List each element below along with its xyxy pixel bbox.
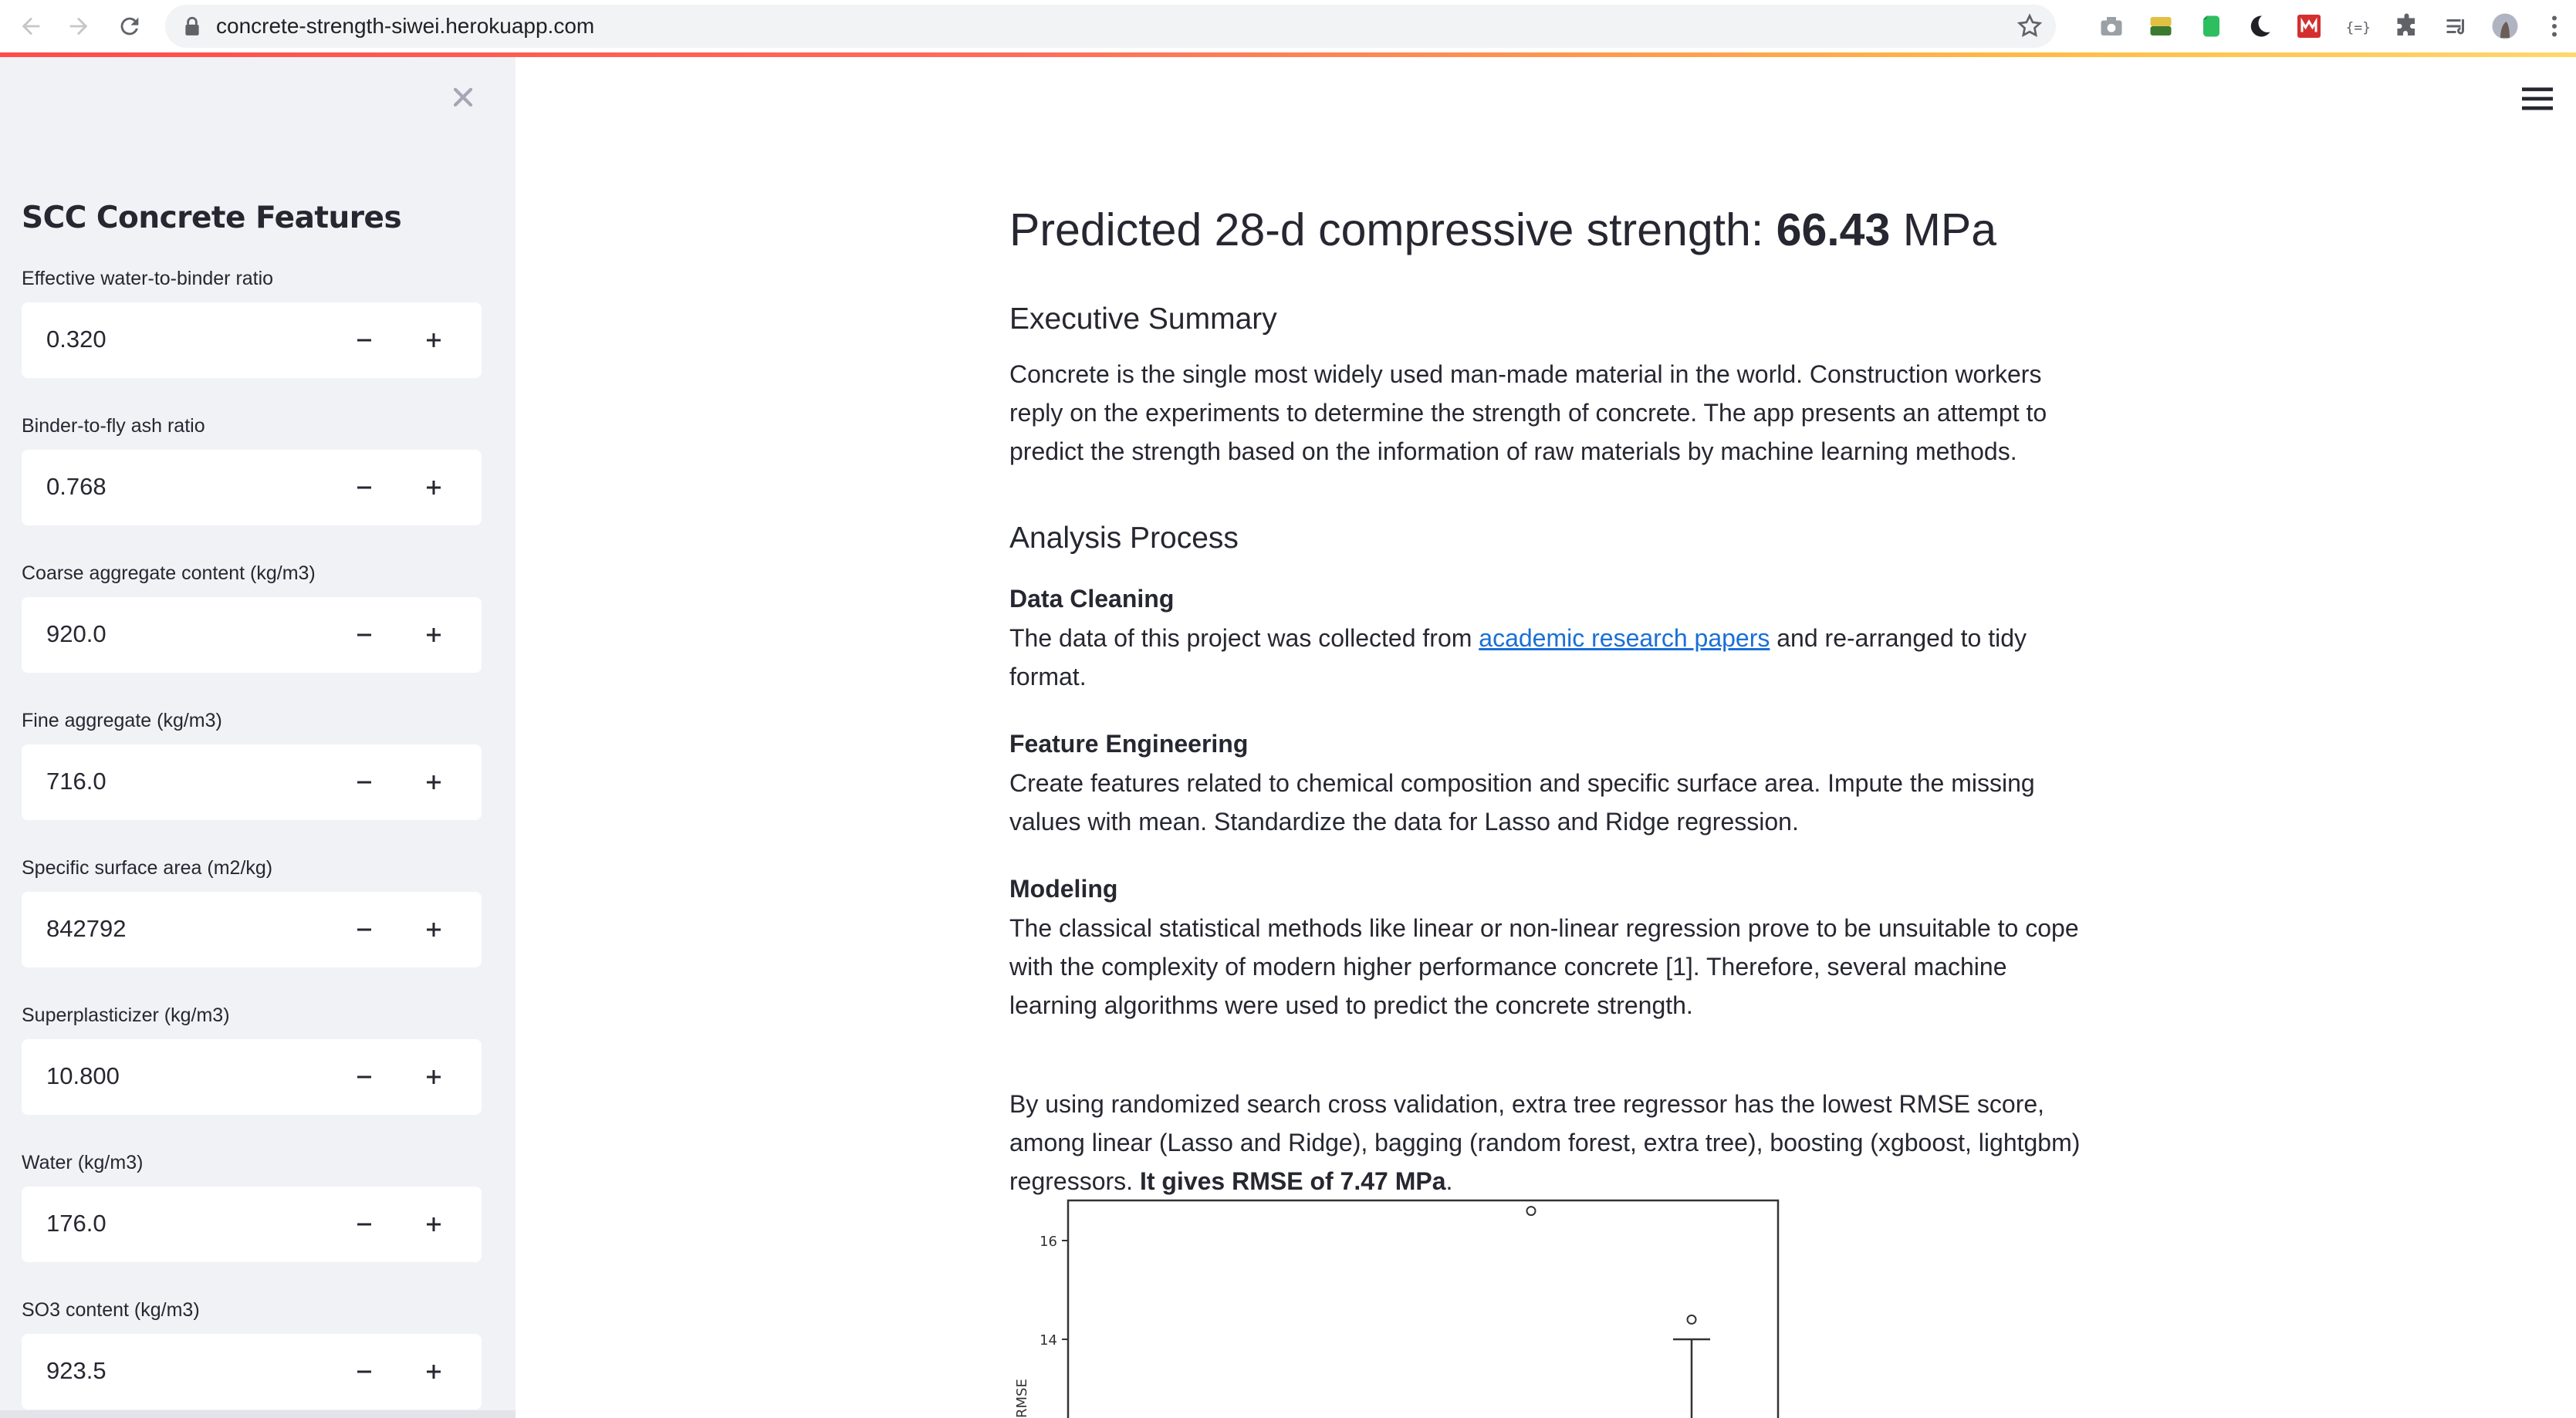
minus-icon	[355, 1068, 374, 1086]
field-label: Water (kg/m3)	[22, 1152, 144, 1173]
minus-icon	[355, 626, 374, 644]
number-input[interactable]	[22, 744, 482, 820]
address-bar[interactable]	[165, 5, 2056, 48]
field-label: Specific surface area (m2/kg)	[22, 857, 273, 879]
increment-button[interactable]	[400, 450, 468, 525]
prediction-heading	[1009, 204, 1996, 256]
feature-engineering-heading: Feature Engineering	[1009, 730, 1249, 758]
browser-chrome	[0, 0, 2576, 52]
field-label: Coarse aggregate content (kg/m3)	[22, 562, 316, 584]
plus-icon	[424, 626, 443, 644]
field-label: SO3 content (kg/m3)	[22, 1299, 200, 1321]
plus-icon	[424, 773, 443, 792]
minus-icon	[355, 773, 374, 792]
decrement-button[interactable]	[330, 892, 398, 967]
executive-summary-text: Concrete is the single most widely used man-made material in the world. Construction workers reply on the experiments to determine the strength of concrete. The app presents an attempt to predict the strength based on the information of raw materials by machine learning methods.	[1009, 360, 2047, 465]
modeling-heading: Modeling	[1009, 875, 1118, 903]
plus-icon	[424, 1068, 443, 1086]
close-icon	[451, 86, 475, 109]
plus-icon	[424, 920, 443, 939]
number-input[interactable]	[22, 450, 482, 525]
field-label: Binder-to-fly ash ratio	[22, 415, 205, 437]
prediction-value: 66.43	[1776, 204, 1891, 255]
prediction-unit: MPa	[1890, 204, 1997, 255]
dark-mode-icon[interactable]	[2244, 11, 2275, 42]
hamburger-menu-icon[interactable]	[2520, 83, 2554, 114]
increment-button[interactable]	[400, 1039, 468, 1115]
star-icon[interactable]	[2016, 12, 2044, 40]
field-label: Effective water-to-binder ratio	[22, 268, 274, 289]
number-input-field	[22, 1150, 482, 1262]
decrement-button[interactable]	[330, 1039, 398, 1115]
number-input[interactable]	[22, 892, 482, 967]
rmse-paragraph	[1009, 1085, 2090, 1200]
sidebar	[0, 57, 516, 1418]
modeling-text: The classical statistical methods like linear or non-linear regression prove to be unsuitable to cope with the complexity of modern higher performance concrete [1]. Therefore, several machine learning algorithms were used to predict the concrete strength.	[1009, 914, 2079, 1019]
number-input[interactable]	[22, 1334, 482, 1410]
feature-engineering-text: Create features related to chemical composition and specific surface area. Impute the missing values with mean. Standardize the data for Lasso and Ridge regression.	[1009, 769, 2035, 836]
red-extension-icon[interactable]	[2294, 11, 2324, 42]
number-input-value[interactable]: 10.800	[46, 1062, 120, 1089]
puzzle-icon[interactable]	[2392, 11, 2423, 42]
number-input-value[interactable]: 0.768	[46, 473, 106, 500]
minus-icon	[355, 1362, 374, 1381]
json-icon[interactable]	[2343, 11, 2374, 42]
academic-papers-link[interactable]: academic research papers	[1479, 624, 1770, 652]
number-input-field	[22, 265, 482, 378]
url-text[interactable]: concrete-strength-siwei.herokuapp.com	[216, 14, 595, 38]
forward-icon[interactable]	[60, 8, 97, 45]
increment-button[interactable]	[400, 1187, 468, 1262]
close-sidebar-button[interactable]	[446, 80, 480, 114]
field-label: Superplasticizer (kg/m3)	[22, 1004, 230, 1026]
evernote-icon[interactable]	[2195, 11, 2226, 42]
data-cleaning-text	[1009, 619, 2090, 696]
data-cleaning-text-start: The data of this project was collected from	[1009, 624, 1479, 652]
increment-button[interactable]	[400, 597, 468, 673]
minus-icon	[355, 331, 374, 349]
decrement-button[interactable]	[330, 450, 398, 525]
number-input[interactable]	[22, 302, 482, 378]
number-input-value[interactable]: 716.0	[46, 768, 106, 795]
camera-icon[interactable]	[2096, 11, 2127, 42]
decrement-button[interactable]	[330, 1334, 398, 1410]
y-tick-label: 16	[1040, 1234, 1057, 1250]
number-input-field	[22, 855, 482, 967]
number-input-field	[22, 413, 482, 525]
number-input-value[interactable]: 923.5	[46, 1357, 106, 1384]
decrement-button[interactable]	[330, 302, 398, 378]
number-input-field	[22, 1297, 482, 1410]
minus-icon	[355, 478, 374, 497]
decrement-button[interactable]	[330, 744, 398, 820]
number-input[interactable]	[22, 1039, 482, 1115]
media-icon[interactable]	[2442, 11, 2473, 42]
number-input-field	[22, 560, 482, 673]
rmse-bold-text: It gives RMSE of 7.47 MPa	[1139, 1167, 1446, 1195]
number-input-value[interactable]: 920.0	[46, 620, 106, 647]
back-icon[interactable]	[12, 8, 49, 45]
prediction-prefix: Predicted 28-d compressive strength:	[1009, 204, 1776, 255]
avatar[interactable]	[2490, 11, 2520, 42]
data-cleaning-heading: Data Cleaning	[1009, 585, 1175, 613]
sidebar-title: SCC Concrete Features	[22, 201, 402, 235]
data-cleaning-text-end: and re-arranged to tidy format.	[1009, 624, 2027, 690]
svg-text:{=}: {=}	[2345, 19, 2371, 36]
plus-icon	[424, 1215, 443, 1234]
decrement-button[interactable]	[330, 597, 398, 673]
executive-summary-heading: Executive Summary	[1009, 302, 1277, 336]
number-input[interactable]	[22, 1187, 482, 1262]
increment-button[interactable]	[400, 892, 468, 967]
increment-button[interactable]	[400, 744, 468, 820]
minus-icon	[355, 1215, 374, 1234]
increment-button[interactable]	[400, 302, 468, 378]
extension-icon[interactable]	[2145, 11, 2176, 42]
plus-icon	[424, 478, 443, 497]
rmse-text: By using randomized search cross validation, extra tree regressor has the lowest RMSE score, among linear (Lasso and Ridge), bagging (random forest, extra tree), boosting (xgboost, lightgbm) regressors.	[1009, 1090, 2081, 1195]
menu-dots-icon[interactable]	[2539, 11, 2570, 42]
rmse-text-end: .	[1445, 1167, 1453, 1195]
plot-frame	[1068, 1200, 1778, 1418]
minus-icon	[355, 920, 374, 939]
number-input-field	[22, 1002, 482, 1115]
increment-button[interactable]	[400, 1334, 468, 1410]
number-input-field	[22, 707, 482, 820]
plus-icon	[424, 1362, 443, 1381]
reload-icon[interactable]	[111, 8, 148, 45]
decrement-button[interactable]	[330, 1187, 398, 1262]
y-axis-label: RMSE	[1014, 1379, 1030, 1418]
analysis-process-heading: Analysis Process	[1009, 522, 1239, 555]
number-input-value[interactable]: 0.320	[46, 326, 106, 353]
lock-icon[interactable]	[182, 15, 202, 37]
y-tick-label: 14	[1040, 1332, 1057, 1349]
plus-icon	[424, 331, 443, 349]
field-label: Fine aggregate (kg/m3)	[22, 710, 222, 731]
number-input[interactable]	[22, 597, 482, 673]
number-input-value[interactable]: 176.0	[46, 1210, 106, 1237]
sidebar-bottom-edge	[0, 1410, 516, 1418]
number-input-value[interactable]: 842792	[46, 915, 127, 942]
rmse-boxplot-chart	[996, 1188, 1790, 1418]
